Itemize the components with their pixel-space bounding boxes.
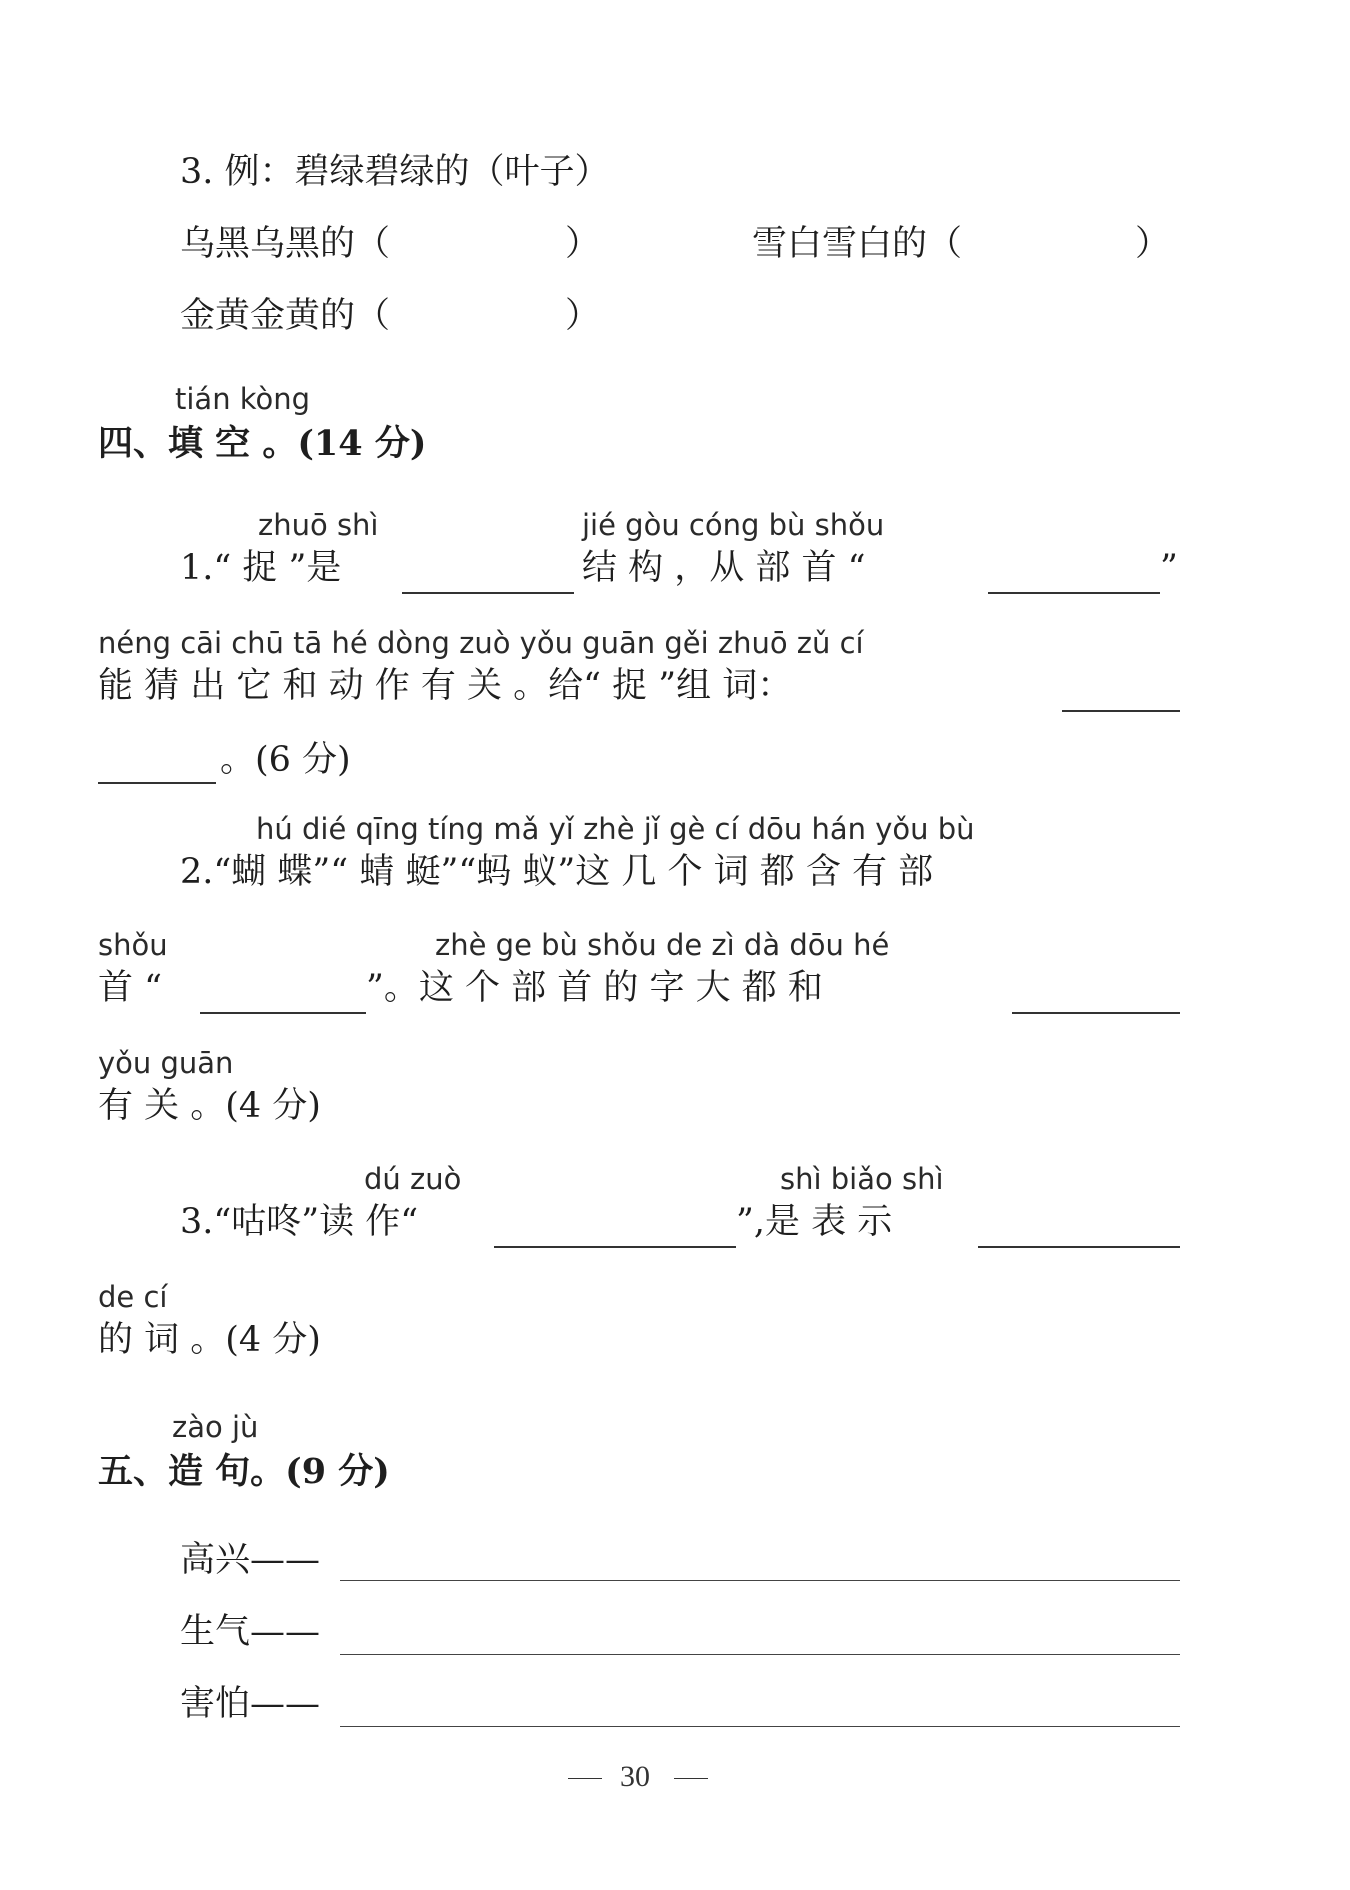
item-xuebai-close: ）: [1135, 224, 1171, 264]
sentence-line-shengqi[interactable]: [340, 1654, 1180, 1655]
footer-dash-right: [674, 1778, 708, 1779]
section5-pinyin: zào jù: [172, 1410, 259, 1444]
section5-title: 五、造 句。(9 分): [98, 1451, 390, 1492]
section4-title: 四、填 空 。(14 分): [98, 423, 427, 464]
sentence-line-gaoxing[interactable]: [340, 1580, 1180, 1581]
q2-text-b1: 首 “: [98, 968, 163, 1008]
q3-pinyin-a: dú zuò: [364, 1162, 462, 1196]
q3-text-c: 的 词 。(4 分): [98, 1320, 321, 1360]
q1-pinyin-b: jié gòu cóng bù shǒu: [582, 508, 885, 542]
q1-pinyin-a: zhuō shì: [258, 508, 379, 542]
q1-pinyin-c: néng cāi chū tā hé dòng zuò yǒu guān gěi zhuō zǔ cí: [98, 626, 864, 660]
sentence-word-shengqi: 生气——: [180, 1612, 321, 1652]
q3-text-a: 3.“咕咚”读 作“: [180, 1202, 419, 1242]
q3-text-b: ”,是 表 示: [736, 1202, 893, 1242]
q2-text-b2: ”。这 个 部 首 的 字 大 都 和: [366, 968, 823, 1008]
q3-blank-reading[interactable]: [494, 1246, 736, 1248]
item-wuhei-close: ）: [565, 224, 601, 264]
sentence-line-haipa[interactable]: [340, 1726, 1180, 1727]
q3-blank-meaning[interactable]: [978, 1246, 1180, 1248]
q1-text-b: 结 构 ，从 部 首 “: [582, 548, 866, 588]
sentence-word-gaoxing: 高兴——: [180, 1540, 321, 1580]
q1-blank-structure[interactable]: [402, 592, 574, 594]
q3-pinyin-b: shì biǎo shì: [780, 1162, 944, 1196]
q2-blank-related[interactable]: [1012, 1012, 1180, 1014]
q1-blank-words-a[interactable]: [1062, 710, 1180, 712]
q1-blank-radical[interactable]: [988, 592, 1160, 594]
q1-blank-words-b[interactable]: [98, 782, 216, 784]
item-jinhuang-close: ）: [565, 296, 601, 336]
page-number: 30: [620, 1760, 650, 1793]
q2-pinyin-b2: zhè ge bù shǒu de zì dà dōu hé: [435, 928, 890, 962]
item-wuhei: 乌黑乌黑的（: [180, 224, 391, 264]
q1-text-a: 1.“ 捉 ”是: [180, 548, 342, 588]
q1-text-d: 。(6 分): [220, 740, 351, 780]
q2-blank-radical[interactable]: [200, 1012, 366, 1014]
item-xuebai: 雪白雪白的（: [752, 224, 963, 264]
sentence-word-haipa: 害怕——: [180, 1684, 321, 1724]
item-jinhuang: 金黄金黄的（: [180, 296, 391, 336]
footer-dash-left: [568, 1778, 602, 1779]
q1-text-b-close: ”: [1160, 548, 1178, 588]
section4-pinyin: tián kòng: [175, 382, 311, 416]
q2-text-c: 有 关 。(4 分): [98, 1086, 321, 1126]
q2-pinyin-a: hú dié qīng tíng mǎ yǐ zhè jǐ gè cí dōu hán yǒu bù: [256, 812, 975, 846]
q2-pinyin-b1: shǒu: [98, 928, 168, 962]
q3-pinyin-c: de cí: [98, 1280, 168, 1314]
q1-text-c: 能 猜 出 它 和 动 作 有 关 。给“ 捉 ”组 词：: [98, 666, 793, 706]
q2-text-a: 2.“蝴 蝶”“ 蜻 蜓”“蚂 蚁”这 几 个 词 都 含 有 部: [180, 852, 934, 892]
example-line: 3. 例：碧绿碧绿的（叶子）: [180, 152, 610, 192]
q2-pinyin-c: yǒu guān: [98, 1046, 234, 1080]
